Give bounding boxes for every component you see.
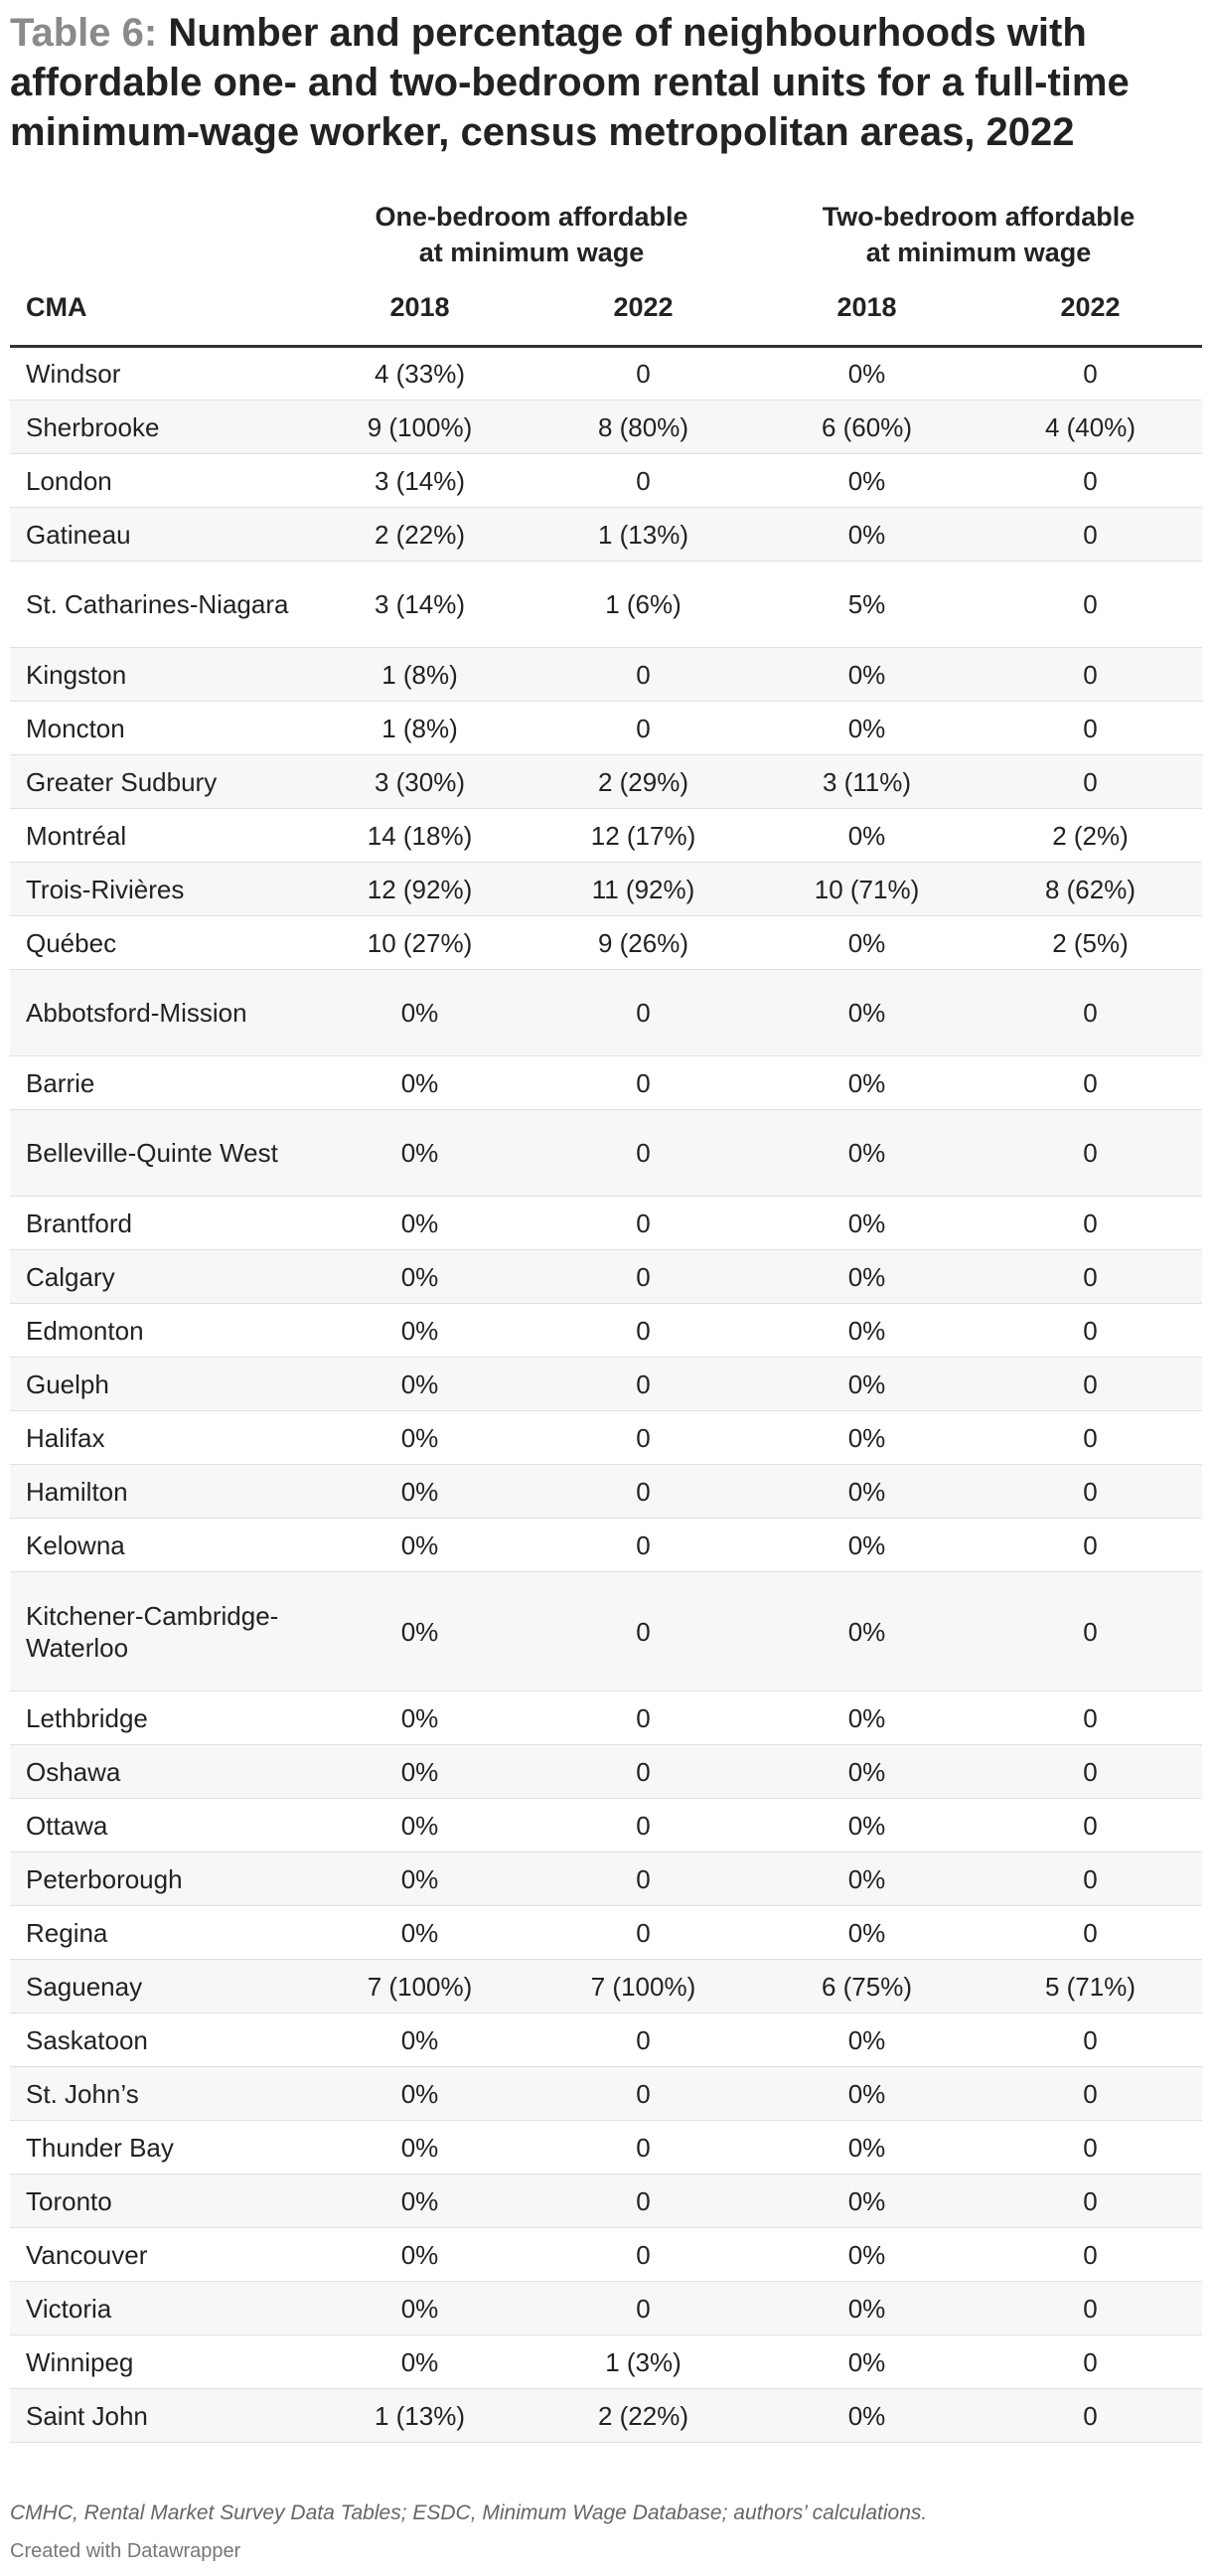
cell-two-bedroom-2018: 0% xyxy=(755,454,979,508)
cell-cma: Toronto xyxy=(10,2174,308,2228)
cell-cma: Abbotsford-Mission xyxy=(10,970,308,1056)
cell-two-bedroom-2022: 8 (62%) xyxy=(979,863,1202,916)
cell-one-bedroom-2018: 12 (92%) xyxy=(308,863,531,916)
column-group-row xyxy=(10,199,1202,270)
column-group-two-bedroom xyxy=(755,199,1202,270)
table-row xyxy=(10,347,1202,401)
cell-two-bedroom-2022: 0 xyxy=(979,648,1202,702)
cell-two-bedroom-2022: 0 xyxy=(979,970,1202,1056)
cell-two-bedroom-2022: 0 xyxy=(979,347,1202,401)
cell-two-bedroom-2022: 0 xyxy=(979,2335,1202,2389)
cell-cma: Calgary xyxy=(10,1250,308,1304)
cell-one-bedroom-2018: 0% xyxy=(308,1572,531,1691)
cell-two-bedroom-2018: 0% xyxy=(755,347,979,401)
datawrapper-credit: Created with Datawrapper xyxy=(10,2540,241,2562)
table-row xyxy=(10,863,1202,916)
cell-one-bedroom-2018: 0% xyxy=(308,1691,531,1745)
table-row xyxy=(10,562,1202,648)
cell-cma: Kingston xyxy=(10,648,308,702)
cell-one-bedroom-2018: 0% xyxy=(308,1519,531,1572)
table-row xyxy=(10,916,1202,970)
table-row xyxy=(10,1304,1202,1358)
cell-one-bedroom-2018: 0% xyxy=(308,1056,531,1110)
table-row xyxy=(10,401,1202,454)
column-header-row xyxy=(10,270,1202,347)
cell-cma: Regina xyxy=(10,1906,308,1960)
cell-one-bedroom-2022: 0 xyxy=(531,2013,755,2067)
cell-one-bedroom-2022: 0 xyxy=(531,1358,755,1411)
cell-cma: Kelowna xyxy=(10,1519,308,1572)
table-row xyxy=(10,2228,1202,2282)
cell-cma: Oshawa xyxy=(10,1745,308,1799)
cell-two-bedroom-2022: 0 xyxy=(979,1691,1202,1745)
cell-one-bedroom-2022: 0 xyxy=(531,1110,755,1197)
cell-two-bedroom-2022: 2 (2%) xyxy=(979,809,1202,863)
data-table xyxy=(10,199,1202,2443)
cell-one-bedroom-2018: 0% xyxy=(308,2013,531,2067)
cell-two-bedroom-2018: 0% xyxy=(755,2228,979,2282)
cell-one-bedroom-2022: 0 xyxy=(531,2282,755,2335)
cell-two-bedroom-2022: 0 xyxy=(979,562,1202,648)
cell-two-bedroom-2022: 0 xyxy=(979,1465,1202,1519)
cell-two-bedroom-2022: 0 xyxy=(979,1304,1202,1358)
cell-two-bedroom-2018: 0% xyxy=(755,1304,979,1358)
cell-two-bedroom-2018: 0% xyxy=(755,2013,979,2067)
cell-cma: Sherbrooke xyxy=(10,401,308,454)
cell-cma: London xyxy=(10,454,308,508)
cell-one-bedroom-2018: 9 (100%) xyxy=(308,401,531,454)
cell-one-bedroom-2022: 0 xyxy=(531,2121,755,2174)
cell-two-bedroom-2018: 0% xyxy=(755,1358,979,1411)
table-row xyxy=(10,1799,1202,1852)
table-row xyxy=(10,2389,1202,2443)
cell-one-bedroom-2022: 7 (100%) xyxy=(531,1960,755,2013)
cell-one-bedroom-2022: 0 xyxy=(531,1411,755,1465)
table-row xyxy=(10,1745,1202,1799)
cell-cma: Gatineau xyxy=(10,508,308,562)
cell-two-bedroom-2022: 5 (71%) xyxy=(979,1960,1202,2013)
cell-one-bedroom-2018: 1 (13%) xyxy=(308,2389,531,2443)
cell-one-bedroom-2022: 0 xyxy=(531,1519,755,1572)
cell-two-bedroom-2018: 0% xyxy=(755,2335,979,2389)
cell-one-bedroom-2018: 1 (8%) xyxy=(308,648,531,702)
cell-cma: Peterborough xyxy=(10,1852,308,1906)
column-header-one-bedroom-2022[interactable]: 2022 xyxy=(531,270,755,347)
cell-two-bedroom-2022: 0 xyxy=(979,2282,1202,2335)
table-row xyxy=(10,1056,1202,1110)
cell-cma: Montréal xyxy=(10,809,308,863)
table-row xyxy=(10,454,1202,508)
cell-one-bedroom-2022: 0 xyxy=(531,1056,755,1110)
cell-one-bedroom-2018: 2 (22%) xyxy=(308,508,531,562)
cell-one-bedroom-2022: 0 xyxy=(531,702,755,755)
table-row xyxy=(10,2282,1202,2335)
column-group-one-bedroom-label: One-bedroom affordable at minimum wage xyxy=(375,202,688,267)
cell-one-bedroom-2022: 0 xyxy=(531,454,755,508)
cell-two-bedroom-2018: 0% xyxy=(755,2282,979,2335)
cell-two-bedroom-2018: 0% xyxy=(755,702,979,755)
table-row xyxy=(10,1411,1202,1465)
cell-two-bedroom-2022: 0 xyxy=(979,2121,1202,2174)
cell-one-bedroom-2018: 3 (30%) xyxy=(308,755,531,809)
cell-cma: Windsor xyxy=(10,347,308,401)
cell-two-bedroom-2018: 3 (11%) xyxy=(755,755,979,809)
column-header-two-bedroom-2022[interactable]: 2022 xyxy=(979,270,1202,347)
table-title xyxy=(10,8,1202,157)
table-row xyxy=(10,809,1202,863)
cell-cma: St. Catharines-Niagara xyxy=(10,562,308,648)
cell-one-bedroom-2018: 0% xyxy=(308,2335,531,2389)
cell-cma: Hamilton xyxy=(10,1465,308,1519)
cell-two-bedroom-2018: 5% xyxy=(755,562,979,648)
cell-one-bedroom-2018: 0% xyxy=(308,970,531,1056)
cell-two-bedroom-2022: 0 xyxy=(979,2013,1202,2067)
table-row xyxy=(10,648,1202,702)
table-row xyxy=(10,2013,1202,2067)
cell-two-bedroom-2018: 0% xyxy=(755,2067,979,2121)
cell-two-bedroom-2018: 10 (71%) xyxy=(755,863,979,916)
cell-one-bedroom-2022: 0 xyxy=(531,1852,755,1906)
table-row xyxy=(10,2335,1202,2389)
cell-one-bedroom-2022: 11 (92%) xyxy=(531,863,755,916)
column-group-spacer xyxy=(10,199,308,270)
cell-one-bedroom-2022: 12 (17%) xyxy=(531,809,755,863)
cell-two-bedroom-2018: 0% xyxy=(755,1745,979,1799)
cell-one-bedroom-2022: 0 xyxy=(531,1745,755,1799)
cell-one-bedroom-2018: 3 (14%) xyxy=(308,454,531,508)
cell-cma: Ottawa xyxy=(10,1799,308,1852)
table-row xyxy=(10,2174,1202,2228)
cell-cma: Moncton xyxy=(10,702,308,755)
cell-cma: Brantford xyxy=(10,1197,308,1250)
cell-cma: Edmonton xyxy=(10,1304,308,1358)
cell-cma: Saint John xyxy=(10,2389,308,2443)
cell-two-bedroom-2022: 0 xyxy=(979,1110,1202,1197)
cell-one-bedroom-2018: 0% xyxy=(308,2174,531,2228)
cell-two-bedroom-2018: 0% xyxy=(755,2121,979,2174)
cell-two-bedroom-2018: 0% xyxy=(755,1799,979,1852)
table-row xyxy=(10,1197,1202,1250)
cell-two-bedroom-2022: 0 xyxy=(979,508,1202,562)
cell-one-bedroom-2018: 0% xyxy=(308,1250,531,1304)
cell-cma: Saguenay xyxy=(10,1960,308,2013)
cell-one-bedroom-2018: 0% xyxy=(308,1304,531,1358)
cell-cma: Kitchener-Cambridge-Waterloo xyxy=(10,1572,308,1691)
table-row xyxy=(10,1465,1202,1519)
cell-one-bedroom-2022: 0 xyxy=(531,1465,755,1519)
cell-two-bedroom-2018: 0% xyxy=(755,1250,979,1304)
column-group-two-bedroom-label: Two-bedroom affordable at minimum wage xyxy=(822,202,1136,267)
cell-two-bedroom-2022: 0 xyxy=(979,755,1202,809)
cell-one-bedroom-2022: 0 xyxy=(531,970,755,1056)
cell-two-bedroom-2018: 0% xyxy=(755,1906,979,1960)
cell-cma: Québec xyxy=(10,916,308,970)
cell-two-bedroom-2022: 0 xyxy=(979,1852,1202,1906)
title-text: Number and percentage of neighbourhoods with affordable one- and two-bedroom rental units for a full-time minimum-wage worker, census metropolitan areas, 2022 xyxy=(10,11,1130,154)
cell-two-bedroom-2022: 0 xyxy=(979,1519,1202,1572)
cell-cma: Trois-Rivières xyxy=(10,863,308,916)
cell-one-bedroom-2018: 3 (14%) xyxy=(308,562,531,648)
cell-one-bedroom-2022: 0 xyxy=(531,1691,755,1745)
cell-one-bedroom-2022: 0 xyxy=(531,1799,755,1852)
cell-cma: Vancouver xyxy=(10,2228,308,2282)
cell-one-bedroom-2018: 1 (8%) xyxy=(308,702,531,755)
cell-one-bedroom-2018: 0% xyxy=(308,1906,531,1960)
cell-two-bedroom-2018: 0% xyxy=(755,1110,979,1197)
cell-one-bedroom-2018: 0% xyxy=(308,1852,531,1906)
cell-two-bedroom-2022: 0 xyxy=(979,454,1202,508)
cell-one-bedroom-2018: 10 (27%) xyxy=(308,916,531,970)
table-row xyxy=(10,755,1202,809)
cell-two-bedroom-2018: 0% xyxy=(755,508,979,562)
cell-one-bedroom-2018: 4 (33%) xyxy=(308,347,531,401)
cell-one-bedroom-2022: 1 (13%) xyxy=(531,508,755,562)
cell-two-bedroom-2022: 0 xyxy=(979,2067,1202,2121)
cell-one-bedroom-2018: 14 (18%) xyxy=(308,809,531,863)
cell-two-bedroom-2018: 0% xyxy=(755,648,979,702)
table-row xyxy=(10,1691,1202,1745)
cell-two-bedroom-2018: 6 (75%) xyxy=(755,1960,979,2013)
cell-two-bedroom-2018: 0% xyxy=(755,1465,979,1519)
cell-one-bedroom-2022: 0 xyxy=(531,2228,755,2282)
cell-two-bedroom-2018: 0% xyxy=(755,916,979,970)
table-row xyxy=(10,508,1202,562)
cell-two-bedroom-2018: 0% xyxy=(755,1411,979,1465)
cell-one-bedroom-2022: 0 xyxy=(531,1250,755,1304)
cell-two-bedroom-2018: 0% xyxy=(755,1056,979,1110)
table-row xyxy=(10,1960,1202,2013)
cell-two-bedroom-2022: 0 xyxy=(979,1056,1202,1110)
table-row xyxy=(10,1572,1202,1691)
cell-one-bedroom-2018: 0% xyxy=(308,1110,531,1197)
cell-two-bedroom-2018: 0% xyxy=(755,809,979,863)
cell-cma: Saskatoon xyxy=(10,2013,308,2067)
cell-one-bedroom-2018: 0% xyxy=(308,2282,531,2335)
cell-two-bedroom-2022: 0 xyxy=(979,1799,1202,1852)
cell-one-bedroom-2022: 1 (6%) xyxy=(531,562,755,648)
cell-cma: Thunder Bay xyxy=(10,2121,308,2174)
cell-two-bedroom-2022: 0 xyxy=(979,2389,1202,2443)
cell-cma: Winnipeg xyxy=(10,2335,308,2389)
cell-two-bedroom-2022: 4 (40%) xyxy=(979,401,1202,454)
cell-one-bedroom-2018: 0% xyxy=(308,1411,531,1465)
column-group-one-bedroom xyxy=(308,199,755,270)
cell-two-bedroom-2022: 0 xyxy=(979,1745,1202,1799)
cell-two-bedroom-2022: 0 xyxy=(979,1572,1202,1691)
column-header-one-bedroom-2018[interactable]: 2018 xyxy=(308,270,531,347)
cell-one-bedroom-2022: 1 (3%) xyxy=(531,2335,755,2389)
table-row xyxy=(10,1906,1202,1960)
cell-one-bedroom-2018: 0% xyxy=(308,2067,531,2121)
table-row xyxy=(10,1519,1202,1572)
cell-cma: Lethbridge xyxy=(10,1691,308,1745)
cell-one-bedroom-2022: 9 (26%) xyxy=(531,916,755,970)
cell-one-bedroom-2022: 0 xyxy=(531,2174,755,2228)
cell-two-bedroom-2022: 0 xyxy=(979,2228,1202,2282)
table-row xyxy=(10,2121,1202,2174)
cell-cma: Halifax xyxy=(10,1411,308,1465)
cell-two-bedroom-2018: 0% xyxy=(755,2389,979,2443)
table-row xyxy=(10,2067,1202,2121)
table-row xyxy=(10,702,1202,755)
table-row xyxy=(10,1250,1202,1304)
cell-one-bedroom-2022: 0 xyxy=(531,2067,755,2121)
cell-two-bedroom-2018: 0% xyxy=(755,1572,979,1691)
table-row xyxy=(10,1110,1202,1197)
cell-two-bedroom-2018: 0% xyxy=(755,970,979,1056)
cell-two-bedroom-2018: 0% xyxy=(755,1197,979,1250)
cell-two-bedroom-2018: 6 (60%) xyxy=(755,401,979,454)
cell-two-bedroom-2022: 0 xyxy=(979,1358,1202,1411)
column-header-two-bedroom-2018[interactable]: 2018 xyxy=(755,270,979,347)
cell-cma: Barrie xyxy=(10,1056,308,1110)
cell-two-bedroom-2022: 0 xyxy=(979,1250,1202,1304)
cell-one-bedroom-2018: 0% xyxy=(308,2228,531,2282)
cell-two-bedroom-2018: 0% xyxy=(755,1519,979,1572)
cell-one-bedroom-2018: 0% xyxy=(308,1799,531,1852)
cell-two-bedroom-2022: 0 xyxy=(979,702,1202,755)
cell-one-bedroom-2022: 2 (22%) xyxy=(531,2389,755,2443)
cell-one-bedroom-2022: 0 xyxy=(531,347,755,401)
table-row xyxy=(10,1852,1202,1906)
cell-cma: Greater Sudbury xyxy=(10,755,308,809)
cell-cma: Belleville-Quinte West xyxy=(10,1110,308,1197)
table-body xyxy=(10,347,1202,2443)
cell-one-bedroom-2018: 0% xyxy=(308,1465,531,1519)
cell-two-bedroom-2022: 0 xyxy=(979,1197,1202,1250)
cell-cma: Victoria xyxy=(10,2282,308,2335)
cell-one-bedroom-2022: 0 xyxy=(531,1572,755,1691)
table-row xyxy=(10,970,1202,1056)
source-note: CMHC, Rental Market Survey Data Tables; ESDC, Minimum Wage Database; authors’ calculations. xyxy=(10,2501,928,2524)
cell-one-bedroom-2022: 0 xyxy=(531,648,755,702)
cell-one-bedroom-2018: 0% xyxy=(308,1745,531,1799)
cell-two-bedroom-2022: 0 xyxy=(979,1411,1202,1465)
cell-two-bedroom-2018: 0% xyxy=(755,2174,979,2228)
cell-two-bedroom-2022: 2 (5%) xyxy=(979,916,1202,970)
cell-one-bedroom-2022: 2 (29%) xyxy=(531,755,755,809)
cell-one-bedroom-2022: 0 xyxy=(531,1304,755,1358)
cell-one-bedroom-2018: 7 (100%) xyxy=(308,1960,531,2013)
cell-cma: St. John’s xyxy=(10,2067,308,2121)
cell-one-bedroom-2022: 8 (80%) xyxy=(531,401,755,454)
cell-cma: Guelph xyxy=(10,1358,308,1411)
cell-two-bedroom-2018: 0% xyxy=(755,1691,979,1745)
column-header-cma[interactable]: CMA xyxy=(10,270,308,347)
table-row xyxy=(10,1358,1202,1411)
cell-one-bedroom-2022: 0 xyxy=(531,1906,755,1960)
cell-one-bedroom-2022: 0 xyxy=(531,1197,755,1250)
cell-two-bedroom-2022: 0 xyxy=(979,2174,1202,2228)
cell-two-bedroom-2022: 0 xyxy=(979,1906,1202,1960)
cell-one-bedroom-2018: 0% xyxy=(308,1358,531,1411)
title-prefix: Table 6: xyxy=(10,11,158,55)
cell-one-bedroom-2018: 0% xyxy=(308,1197,531,1250)
cell-two-bedroom-2018: 0% xyxy=(755,1852,979,1906)
cell-one-bedroom-2018: 0% xyxy=(308,2121,531,2174)
